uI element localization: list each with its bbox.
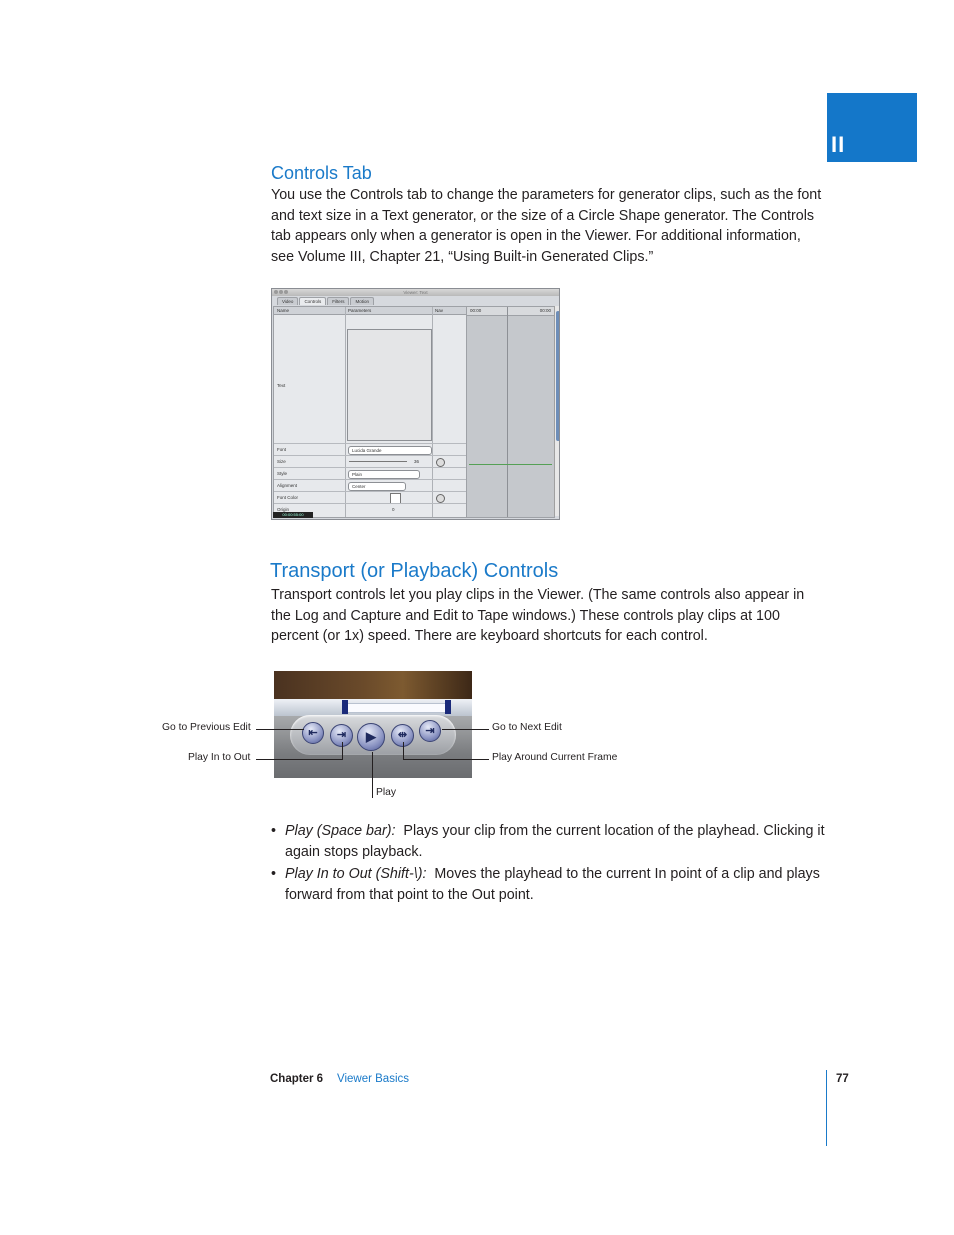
viewer-controls-screenshot	[271, 288, 560, 520]
column-name: Name	[277, 308, 290, 313]
viewer-window-title: Viewer: Text	[403, 290, 428, 295]
alignment-dropdown: Center	[348, 482, 406, 491]
next-edit-button: ⇥	[419, 720, 441, 742]
in-point-marker	[342, 700, 348, 714]
row-font-color: Font Color	[274, 491, 466, 504]
column-nav: Nav	[435, 308, 444, 313]
column-parameters: Parameters	[348, 308, 372, 313]
parameter-header	[274, 307, 466, 315]
list-item: • Play (Space bar): Plays your clip from the current location of the playhead. Clicking it again stops playback.	[271, 821, 826, 862]
callout-play: Play	[376, 787, 397, 798]
transport-paragraph: Transport controls let you play clips in the Viewer. (The same controls also appear in the Log and Capture and Edit to Tape windows.) These controls play clips at 100 percent (or 1x) speed. There are keyboard shortcuts for each control.	[271, 587, 805, 644]
tab-controls: Controls	[299, 297, 326, 305]
previous-edit-button: ⇤	[302, 722, 324, 744]
callout-play-around: Play Around Current Frame	[492, 752, 618, 763]
row-text-label: Text	[277, 383, 286, 388]
font-dropdown: Lucida Grande	[348, 446, 432, 455]
row-alignment: Alignment Center	[274, 479, 466, 492]
list-item: • Play In to Out (Shift-\): Moves the playhead to the current In point of a clip and plays forward from that point to the Out point.	[271, 864, 826, 905]
play-in-to-out-button: ⇥	[330, 724, 353, 747]
transport-heading: Transport (or Playback) Controls	[270, 560, 559, 582]
footer-chapter-title: Viewer Basics	[337, 1073, 410, 1085]
transport-controls-screenshot	[274, 671, 472, 778]
status-timecode: 00:00:55:00	[273, 512, 313, 518]
callout-next-edit: Go to Next Edit	[492, 722, 562, 733]
scrollbar	[554, 306, 560, 516]
video-frame	[274, 671, 472, 699]
controls-tab-paragraph: You use the Controls tab to change the parameters for generator clips, such as the font and text size in a Text generator, or the size of a Circle Shape generator. The Controls tab appears only when a generator is open in the Viewer. For additional information, see Volume III, Chapter 21, “Using Built-in Generated Clips.”	[271, 187, 822, 265]
playhead-line	[507, 307, 508, 517]
keyframe-timeline	[466, 306, 555, 518]
controls-parameter-panel	[273, 306, 467, 518]
row-style: Style Plain	[274, 467, 466, 480]
keyframe-icon	[436, 494, 445, 503]
tab-motion: Motion	[350, 297, 374, 305]
controls-tab-heading: Controls Tab	[271, 163, 372, 183]
footer-chapter: Chapter 6	[270, 1073, 324, 1085]
text-input-field	[347, 329, 432, 441]
play-button: ▶	[357, 723, 385, 751]
part-tab-label: II	[831, 132, 846, 157]
shortcut-list	[271, 821, 826, 907]
out-point-marker	[445, 700, 451, 714]
row-size: Size 36	[274, 455, 466, 468]
footer-divider	[826, 1070, 827, 1146]
keyframe-icon	[436, 458, 445, 467]
tab-filters: Filters	[327, 297, 349, 305]
size-slider	[349, 461, 407, 462]
size-keyframe-graph	[469, 464, 552, 465]
play-around-current-button: ⇹	[391, 724, 414, 747]
row-font: Font Lucida Grande	[274, 443, 466, 456]
viewer-tabs	[277, 297, 375, 305]
in-out-range	[347, 703, 449, 713]
callout-play-in-to-out: Play In to Out	[188, 752, 251, 763]
row-origin: Origin 0	[274, 503, 466, 516]
callout-previous-edit: Go to Previous Edit	[162, 722, 251, 733]
tab-video: Video	[277, 297, 298, 305]
page-number: 77	[836, 1073, 849, 1085]
timeline-ruler: 00:00 00:00	[467, 307, 554, 316]
part-tab	[827, 93, 917, 162]
viewer-titlebar	[272, 289, 559, 296]
style-dropdown: Plain	[348, 470, 420, 479]
